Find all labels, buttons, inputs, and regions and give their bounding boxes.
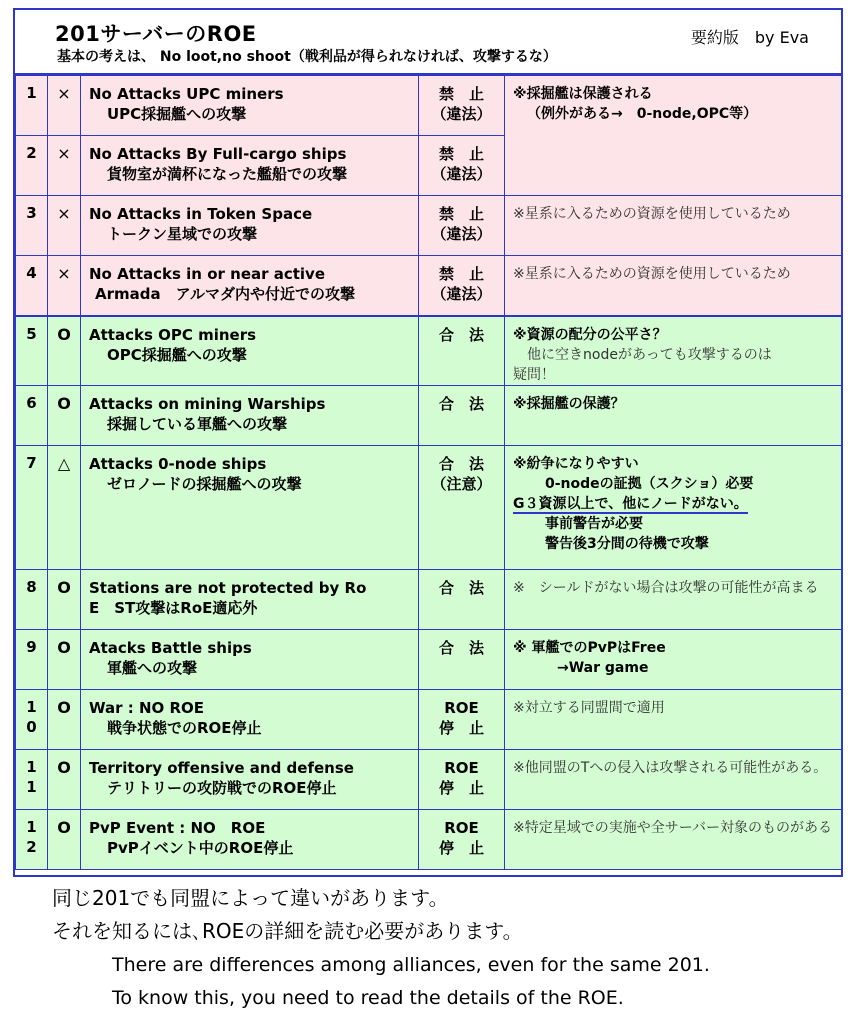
status-sub: （違法） xyxy=(431,165,492,183)
rule-title-jp: Armada アルマダ内や付近での攻撃 xyxy=(95,285,356,303)
rule-status xyxy=(419,445,505,569)
note-line: ※星系に入るための資源を使用しているため xyxy=(513,206,791,222)
rule-title-jp: 採掘している軍艦への攻撃 xyxy=(107,414,288,433)
note-line: ※ 軍艦でのPvPはFree xyxy=(513,639,666,656)
rule-title-jp: 貨物室が満杯になった艦船での攻撃 xyxy=(107,165,348,183)
rule-number: 8 xyxy=(16,569,48,629)
rule-note xyxy=(505,76,842,196)
allowed-mark: O xyxy=(48,569,81,629)
rule-status xyxy=(419,629,505,689)
rule-note xyxy=(505,809,842,869)
rule-number: 9 xyxy=(16,629,48,689)
rule-description xyxy=(81,76,419,136)
rule-title-jp: E ST攻撃はRoE適応外 xyxy=(89,598,258,617)
rule-note xyxy=(505,445,842,569)
rule-status xyxy=(419,569,505,629)
rule-note xyxy=(505,385,842,445)
rule-title-en: War : NO ROE xyxy=(89,698,205,717)
rule-number-digit: 1 xyxy=(26,697,37,716)
rule-number-digit: 1 xyxy=(26,777,37,796)
rule-number: 2 xyxy=(16,136,48,196)
rule-description xyxy=(81,809,419,869)
status-label: ROE xyxy=(444,698,479,717)
status-label: 合 法 xyxy=(438,454,484,473)
rule-description xyxy=(81,629,419,689)
rule-status xyxy=(419,316,505,386)
rule-title-en: No Attacks UPC miners xyxy=(89,85,284,103)
allowed-mark: O xyxy=(48,809,81,869)
rule-number-digit: 0 xyxy=(26,717,37,736)
rule-status xyxy=(419,76,505,136)
rule-description xyxy=(81,749,419,809)
footer-note-en: To know this, you need to read the details of the ROE. xyxy=(112,987,624,1009)
status-sub: 停 止 xyxy=(438,838,484,857)
rule-number: 3 xyxy=(16,196,48,256)
rule-title-jp: 軍艦への攻撃 xyxy=(107,658,198,677)
rule-number: 4 xyxy=(16,256,48,316)
note-line: →War game xyxy=(557,659,649,676)
rule-title-en: Territory offensive and defense xyxy=(89,758,354,777)
rule-title-en: PvP Event : NO ROE xyxy=(89,818,266,837)
rule-title-en: Attacks OPC miners xyxy=(89,325,257,344)
table-row xyxy=(16,445,842,569)
table-row xyxy=(16,196,842,256)
rule-description xyxy=(81,256,419,316)
rule-note xyxy=(505,749,842,809)
rule-title-jp: 戦争状態でのROE停止 xyxy=(107,718,262,737)
status-sub: 停 止 xyxy=(438,778,484,797)
note-line: 疑問！ xyxy=(513,366,555,383)
rule-status xyxy=(419,809,505,869)
note-line: ※資源の配分の公平さ？ xyxy=(513,326,667,343)
rule-note xyxy=(505,569,842,629)
note-line: ※対立する同盟間で適用 xyxy=(513,699,665,716)
roe-sheet xyxy=(13,8,843,877)
rule-number xyxy=(16,749,48,809)
prohibited-mark: × xyxy=(48,76,81,136)
status-label: ROE xyxy=(444,758,479,777)
rule-number: 6 xyxy=(16,385,48,445)
rule-note xyxy=(505,689,842,749)
rule-description xyxy=(81,316,419,386)
rule-description xyxy=(81,445,419,569)
status-label: ROE xyxy=(444,818,479,837)
status-label: 禁 止 xyxy=(438,85,484,103)
rule-title-en: Attacks on mining Warships xyxy=(89,394,326,413)
header xyxy=(15,10,841,75)
note-line: 0-nodeの証拠（スクショ）必要 xyxy=(545,475,754,492)
note-line: ※星系に入るための資源を使用しているため xyxy=(513,266,791,282)
caution-mark: △ xyxy=(48,445,81,569)
rule-title-en: Attacks 0-node ships xyxy=(89,454,267,473)
rule-description xyxy=(81,689,419,749)
rule-status xyxy=(419,136,505,196)
rule-title-jp: UPC採掘艦への攻撃 xyxy=(107,105,247,123)
rule-number-digit: 1 xyxy=(26,757,37,776)
note-line-underlined: G３資源以上で、他にノードがない。 xyxy=(513,495,748,512)
note-line: （例外がある→ 0-node,OPC等） xyxy=(527,106,758,122)
status-label: 合 法 xyxy=(438,638,484,657)
note-line: ※特定星域での実施や全サーバー対象のものがある xyxy=(513,819,833,836)
note-line: 事前警告が必要 xyxy=(545,515,643,532)
table-row xyxy=(16,256,842,316)
status-sub: （違法） xyxy=(431,285,492,303)
rule-title-jp: ゼロノードの採掘艦への攻撃 xyxy=(107,474,302,493)
rule-number-digit: 1 xyxy=(26,817,37,836)
footer-note-jp: 同じ201でも同盟によって違いがあります。 xyxy=(52,886,449,910)
status-sub: 停 止 xyxy=(438,718,484,737)
note-line-wrap xyxy=(513,494,835,514)
rule-number xyxy=(16,809,48,869)
table-row xyxy=(16,569,842,629)
footer-note-jp: それを知るには､ROEの詳細を読む必要があります。 xyxy=(52,919,523,943)
table-row xyxy=(16,749,842,809)
status-sub: （違法） xyxy=(431,105,492,123)
roe-table xyxy=(15,75,842,870)
status-label: 禁 止 xyxy=(438,145,484,163)
edition-label: 要約版 by Eva xyxy=(690,28,809,47)
footer-note-en: There are differences among alliances, even for the same 201. xyxy=(112,954,710,976)
note-line: ※採掘艦の保護？ xyxy=(513,395,625,412)
rule-status xyxy=(419,749,505,809)
allowed-mark: O xyxy=(48,385,81,445)
table-row xyxy=(16,76,842,136)
prohibited-mark: × xyxy=(48,196,81,256)
rule-note xyxy=(505,256,842,316)
rule-status xyxy=(419,385,505,445)
rule-status xyxy=(419,256,505,316)
allowed-mark: O xyxy=(48,749,81,809)
allowed-mark: O xyxy=(48,316,81,386)
page-title: 201サーバーのROE xyxy=(55,22,257,46)
rule-description xyxy=(81,196,419,256)
rule-status xyxy=(419,196,505,256)
rule-note xyxy=(505,196,842,256)
rule-title-en: No Attacks in Token Space xyxy=(89,205,313,223)
allowed-mark: O xyxy=(48,629,81,689)
rule-note xyxy=(505,629,842,689)
rule-title-en: Atacks Battle ships xyxy=(89,638,252,657)
rule-title-jp: PvPイベント中のROE停止 xyxy=(107,838,294,857)
rule-number: 7 xyxy=(16,445,48,569)
status-sub: （注意） xyxy=(431,474,492,493)
rule-description xyxy=(81,385,419,445)
allowed-mark: O xyxy=(48,689,81,749)
note-line: 警告後3分間の待機で攻撃 xyxy=(545,535,709,552)
rule-note xyxy=(505,316,842,386)
rule-title-en: Stations are not protected by Ro xyxy=(89,578,367,597)
table-row xyxy=(16,809,842,869)
rule-status xyxy=(419,689,505,749)
status-label: 合 法 xyxy=(438,325,484,344)
note-line: ※他同盟のTへの侵入は攻撃される可能性がある。 xyxy=(513,759,828,776)
table-row xyxy=(16,316,842,386)
note-line: ※ シールドがない場合は攻撃の可能性が高まる xyxy=(513,579,819,596)
status-label: 禁 止 xyxy=(438,265,484,283)
rule-number: 5 xyxy=(16,316,48,386)
table-row xyxy=(16,689,842,749)
rule-title-en: No Attacks By Full-cargo ships xyxy=(89,145,347,163)
rule-title-jp: トークン星域での攻撃 xyxy=(107,225,258,243)
note-line: ※紛争になりやすい xyxy=(513,455,639,472)
page-subtitle: 基本の考えは、 No loot,no shoot（戦利品が得られなければ、攻撃するな） xyxy=(57,49,557,65)
rule-title-en: No Attacks in or near active xyxy=(89,265,326,283)
rule-title-jp: OPC採掘艦への攻撃 xyxy=(107,345,247,364)
status-label: 合 法 xyxy=(438,394,484,413)
status-label: 合 法 xyxy=(438,578,484,597)
note-line: 他に空きnodeがあっても攻撃するのは xyxy=(527,346,772,363)
prohibited-mark: × xyxy=(48,256,81,316)
note-line: ※採掘艦は保護される xyxy=(513,86,653,102)
rule-number-digit: 2 xyxy=(26,837,37,856)
table-row xyxy=(16,385,842,445)
rule-description xyxy=(81,136,419,196)
table-row xyxy=(16,629,842,689)
status-sub: （違法） xyxy=(431,225,492,243)
prohibited-mark: × xyxy=(48,136,81,196)
rule-title-jp: テリトリーの攻防戦でのROE停止 xyxy=(107,778,337,797)
rule-number xyxy=(16,689,48,749)
status-label: 禁 止 xyxy=(438,205,484,223)
rule-description xyxy=(81,569,419,629)
rule-number: 1 xyxy=(16,76,48,136)
